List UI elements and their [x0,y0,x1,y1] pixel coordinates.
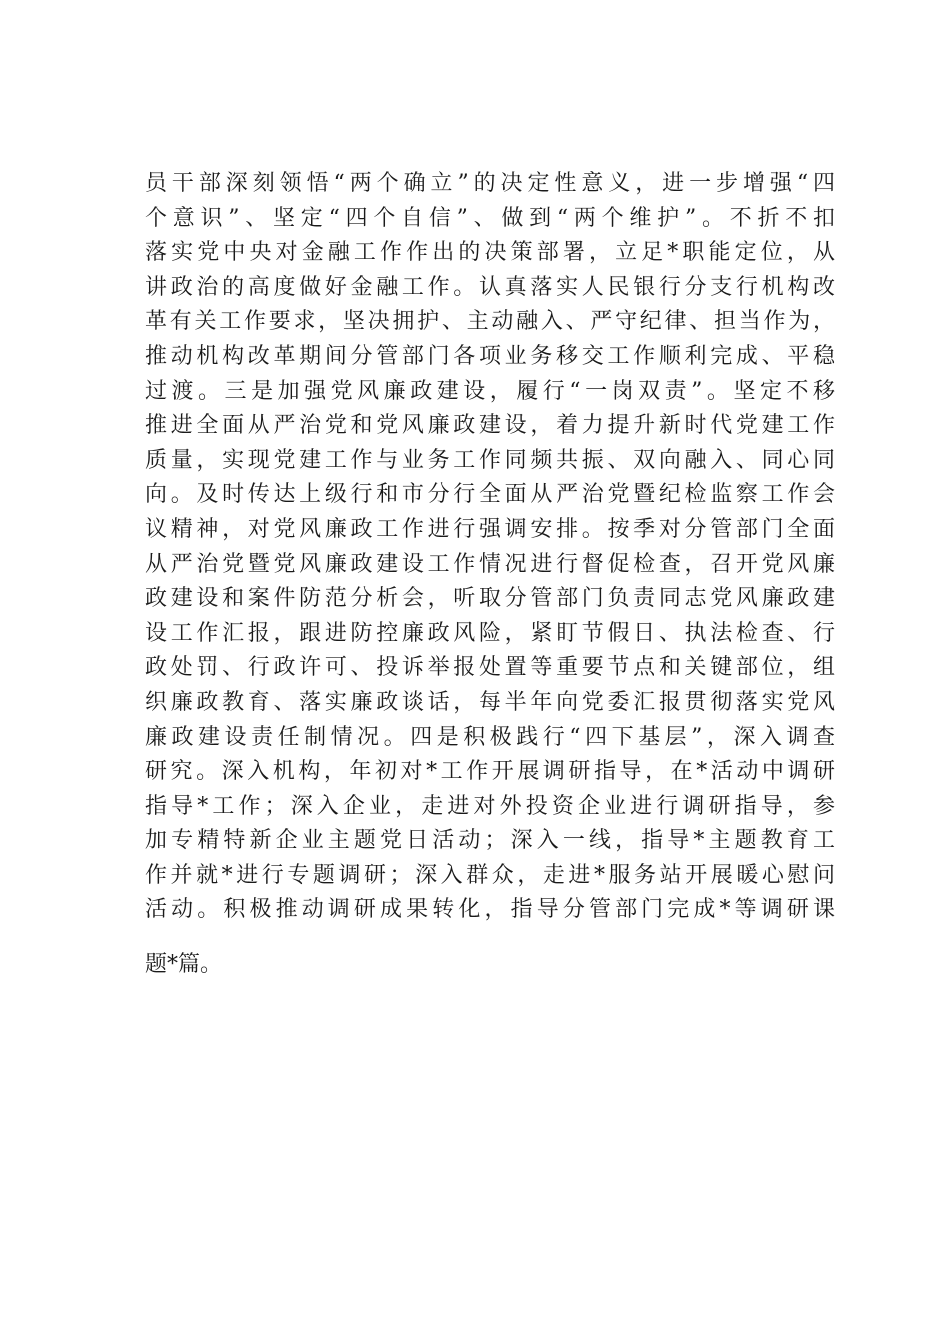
text-line: 员干部深刻领悟“两个确立”的决定性意义，进一步增强“四 [145,171,835,196]
text-line: 作并就*进行专题调研；深入群众，走进*服务站开展暖心慰问 [145,862,835,888]
text-line: 议精神，对党风廉政工作进行强调安排。按季对分管部门全面 [145,516,835,542]
text-line: 加专精特新企业主题党日活动；深入一线，指导*主题教育工 [145,828,835,854]
text-line: 研究。深入机构，年初对*工作开展调研指导，在*活动中调研 [145,759,835,785]
text-line: 政建设和案件防范分析会，听取分管部门负责同志党风廉政建 [145,586,835,612]
text-line: 指导*工作；深入企业，走进对外投资企业进行调研指导，参 [145,793,835,819]
body-paragraph [145,167,835,983]
text-line: 过渡。三是加强党风廉政建设，履行“一岗双责”。坚定不移 [145,378,835,404]
text-line: 织廉政教育、落实廉政谈话，每半年向党委汇报贯彻落实党风 [145,689,835,715]
text-line: 讲政治的高度做好金融工作。认真落实人民银行分支行机构改 [145,274,835,300]
text-line: 落实党中央对金融工作作出的决策部署，立足*职能定位，从 [145,240,835,266]
text-line: 题*篇。 [145,952,223,978]
text-line: 从严治党暨党风廉政建设工作情况进行督促检查，召开党风廉 [145,551,835,577]
text-line: 廉政建设责任制情况。四是积极践行“四下基层”，深入调查 [145,724,835,750]
text-line: 个意识”、坚定“四个自信”、做到“两个维护”。不折不扣 [145,205,835,231]
text-line: 革有关工作要求，坚决拥护、主动融入、严守纪律、担当作为， [145,309,835,335]
text-line: 推进全面从严治党和党风廉政建设，着力提升新时代党建工作 [145,413,835,439]
text-line: 质量，实现党建工作与业务工作同频共振、双向融入、同心同 [145,447,835,473]
text-line: 政处罚、行政许可、投诉举报处置等重要节点和关键部位，组 [145,655,835,681]
text-line: 推动机构改革期间分管部门各项业务移交工作顺利完成、平稳 [145,343,835,369]
text-line: 向。及时传达上级行和市分行全面从严治党暨纪检监察工作会 [145,482,835,508]
text-line: 设工作汇报，跟进防控廉政风险，紧盯节假日、执法检查、行 [145,620,835,646]
text-line: 活动。积极推动调研成果转化，指导分管部门完成*等调研课 [145,897,835,923]
